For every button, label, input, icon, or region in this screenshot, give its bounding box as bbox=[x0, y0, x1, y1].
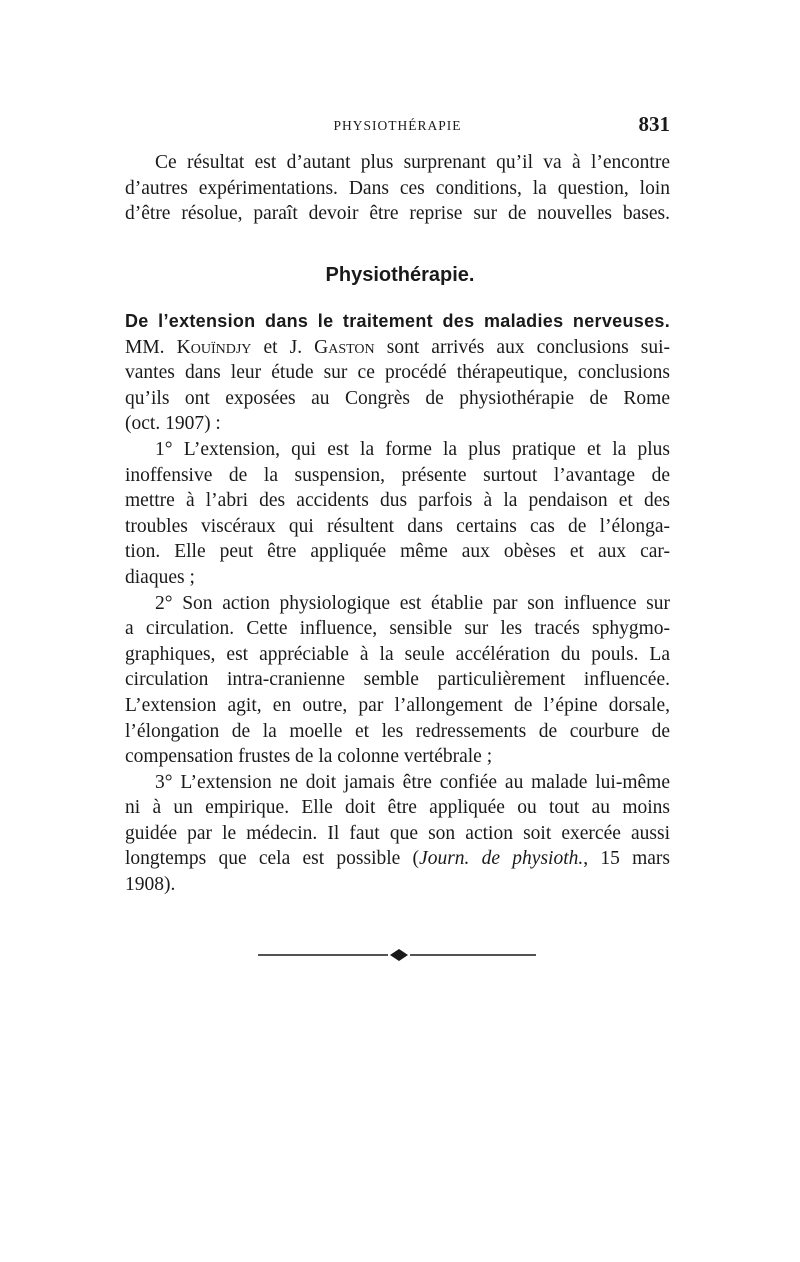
text-line: 1° L’extension, qui est la forme la plus pratique et la plus bbox=[155, 438, 670, 460]
citation-journal: Journ. de physioth. bbox=[419, 848, 584, 870]
text-line: qu’ils ont exposées au Congrès de physiothérapie de Rome bbox=[125, 387, 670, 409]
citation-date: , 15 mars bbox=[583, 848, 671, 870]
text-line: 1908). bbox=[125, 874, 176, 896]
text-line: mettre à l’abri des accidents dus parfois à la pendaison et des bbox=[125, 490, 670, 512]
line-rest: sont arrivés aux conclusions sui- bbox=[386, 336, 671, 358]
line-start: longtemps que cela est possible ( bbox=[125, 848, 420, 870]
text-line bbox=[125, 846, 670, 872]
text-line: L’extension agit, en outre, par l’allongement de l’épine dorsale, bbox=[125, 694, 670, 716]
text-line: guidée par le médecin. Il faut que son action soit exercée aussi bbox=[125, 822, 670, 844]
text-line: l’élongation de la moelle et les redressements de courbure de bbox=[125, 720, 670, 742]
article-heading-text: De l’extension dans le traitement des maladies nerveuses. bbox=[125, 311, 670, 331]
text-line: (oct. 1907) : bbox=[125, 413, 221, 435]
text-line: inoffensive de la suspension, présente surtout l’avantage de bbox=[125, 464, 670, 486]
text-line bbox=[125, 335, 670, 361]
text-line: circulation intra-cranienne semble particulièrement influencée. bbox=[125, 669, 670, 691]
text-line: tion. Elle peut être appliquée même aux obèses et aux car- bbox=[125, 541, 670, 563]
article-heading bbox=[125, 309, 670, 335]
text-line: ni à un empirique. Elle doit être appliquée ou tout au moins bbox=[125, 797, 670, 819]
section-title: Physiothérapie. bbox=[325, 264, 475, 286]
author-name: Gaston bbox=[314, 336, 375, 358]
text-line: compensation frustes de la colonne vertébrale ; bbox=[125, 746, 493, 768]
running-head bbox=[125, 112, 670, 138]
text-line: diaques ; bbox=[125, 566, 195, 588]
page-number: 831 bbox=[638, 112, 670, 136]
ornament-divider-icon bbox=[258, 945, 538, 965]
text-line: d’autres expérimentations. Dans ces conditions, la question, loin bbox=[125, 177, 670, 199]
text-line: Ce résultat est d’autant plus surprenant qu’il va à l’encontre bbox=[155, 152, 670, 173]
ornamental-rule bbox=[258, 945, 538, 970]
text-line: a circulation. Cette influence, sensible sur les tracés sphygmo- bbox=[125, 618, 670, 640]
intro-paragraph bbox=[125, 150, 670, 227]
authors-lead: MM. bbox=[125, 336, 165, 358]
article-paragraph bbox=[125, 309, 670, 898]
author-name: Kouïndjy bbox=[176, 336, 252, 358]
text-line: 2° Son action physiologique est établie par son influence sur bbox=[155, 592, 670, 614]
text-line: graphiques, est appréciable à la seule accélération du pouls. La bbox=[125, 643, 670, 665]
text-line: 3° L’extension ne doit jamais être confiée au malade lui-même bbox=[155, 771, 670, 793]
text-line: vantes dans leur étude sur ce procédé thérapeutique, conclusions bbox=[125, 362, 670, 384]
text-line: troubles viscéraux qui résultent dans certains cas de l’élonga- bbox=[125, 515, 670, 537]
authors-and: et J. bbox=[263, 336, 303, 358]
running-title: PHYSIOTHÉRAPIE bbox=[333, 118, 462, 133]
text-line: d’être résolue, paraît devoir être reprise sur de nouvelles bases. bbox=[125, 203, 670, 225]
